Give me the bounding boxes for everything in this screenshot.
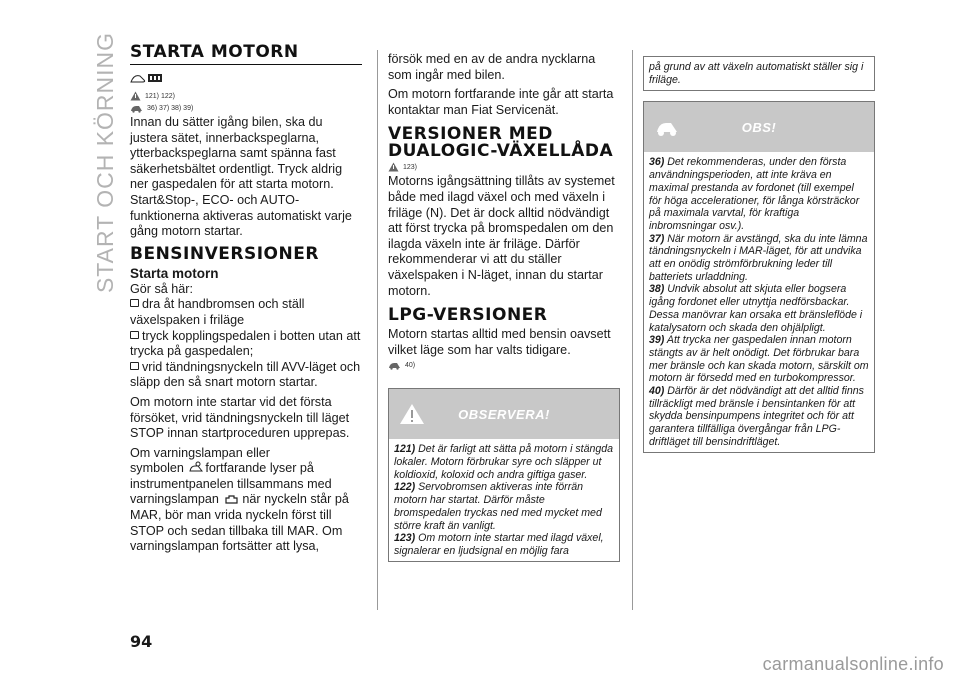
note-text: Det rekommenderas, under den första användningsperioden, att inte kräva en maximal prestanda av fordonet (till exempel för höga accelerationer, för långa körsträckor på maximala varvtal, för kraftiga inbromsningar osv.). bbox=[649, 156, 860, 232]
step-item bbox=[130, 360, 362, 391]
caution-refs bbox=[388, 360, 620, 370]
step-text: tryck kopplingspedalen i botten utan att trycka på gaspedalen; bbox=[130, 328, 361, 359]
step-item bbox=[130, 297, 362, 328]
step-item bbox=[130, 329, 362, 360]
warning-refs bbox=[130, 91, 362, 101]
column-3 bbox=[643, 56, 875, 453]
note-number: 36) bbox=[649, 156, 665, 169]
text-fragment: när nyckeln står på MAR, bör man vrida nyckeln först till STOP och sedan tillbaka till MAR. Om varningslampan fortsätter att lysa, bbox=[130, 492, 349, 554]
note-number: 38) bbox=[649, 283, 665, 296]
warning-box-body bbox=[389, 439, 619, 560]
car-caution-icon bbox=[130, 103, 143, 113]
text-fragment: fortfarande lyser på instrumentpanelen tillsammans med bbox=[130, 461, 332, 491]
warning-triangle-icon bbox=[388, 162, 399, 172]
paragraph-lpg: Motorn startas alltid med bensin oavsett vilket läge som har valts tidigare. bbox=[388, 327, 611, 357]
refs-text: 121) 122) bbox=[145, 92, 175, 100]
heading-line: VERSIONER MED bbox=[388, 124, 553, 145]
note-item bbox=[649, 233, 869, 284]
chapter-side-title-text: START OCH KÖRNING bbox=[92, 31, 119, 293]
note-text: Om motorn inte startar med ilagd växel, signalerar en ljudsignal en möjlig fara bbox=[394, 532, 604, 557]
note-text: Det är farligt att sätta på motorn i stängda lokaler. Motorn förbrukar syre och släpper ut koldioxid, koloxid och andra giftiga gaser. bbox=[394, 443, 614, 481]
paragraph-lamp-line2 bbox=[130, 461, 362, 492]
warning-refs bbox=[388, 162, 620, 172]
note-text: Undvik absolut att skjuta eller bogsera igång fordonet eller utnyttja nedförsbackar. Dessa manövrar kan orsaka ett bränsleflöde i katalysatorn och skada den ohjälpligt. bbox=[649, 283, 863, 334]
column-2 bbox=[388, 52, 620, 562]
note-item bbox=[394, 481, 614, 532]
paragraph-dualogic: Motorns igångsättning tillåts av systemet både med ilagd växel och med växeln i friläge (N). Det är dock alltid nödvändigt att först trycka på bromspedalen om den ilagda växeln inte är friläge. Därför rekommenderar vi att du ställer växelspaken i N-läget, innan du startar motorn. bbox=[388, 174, 615, 298]
note-item bbox=[649, 385, 869, 449]
refs-text: 36) 37) 38) 39) bbox=[147, 104, 194, 112]
chapter-side-title bbox=[86, 22, 126, 302]
refs-text: 123) bbox=[403, 163, 418, 171]
warning-box-title: OBSERVERA! bbox=[458, 406, 550, 422]
section-heading-dualogic bbox=[388, 126, 620, 160]
note-item bbox=[649, 283, 869, 334]
step-text: vrid tändningsnyckeln till AVV-läget och släpp den så snart motorn startar. bbox=[130, 359, 361, 390]
page-number: 94 bbox=[130, 632, 153, 651]
note-number: 37) bbox=[649, 232, 665, 245]
section-heading-lpg: LPG-VERSIONER bbox=[388, 305, 548, 326]
obs-box-title: OBS! bbox=[741, 119, 777, 135]
text-fragment: symbolen bbox=[130, 461, 184, 476]
warning-box-header bbox=[389, 389, 619, 439]
note-number: 123) bbox=[394, 532, 416, 545]
obs-box-header bbox=[644, 102, 874, 152]
step-text: dra åt handbromsen och ställ växelspaken i friläge bbox=[130, 297, 305, 327]
column-1 bbox=[130, 44, 362, 555]
note-text: Att trycka ner gaspedalen innan motorn stängts av är helt onödigt. Det förbrukar bara mer bränsle och kan skada motorn, särskilt om motorn är försedd med en turbokompressor. bbox=[649, 334, 869, 385]
continued-note-box bbox=[643, 56, 875, 91]
note-number: 40) bbox=[649, 385, 665, 398]
paragraph-lamp-line1: Om varningslampan eller bbox=[130, 445, 270, 460]
engine-warning-icon bbox=[224, 494, 240, 505]
checkbox-bullet-icon bbox=[130, 362, 139, 370]
section-heading-bensin: BENSINVERSIONER bbox=[130, 243, 319, 264]
warning-box bbox=[388, 388, 620, 561]
obs-box-body bbox=[644, 152, 874, 451]
caution-refs bbox=[130, 103, 362, 113]
note-number: 122) bbox=[394, 481, 416, 494]
car-caution-icon bbox=[388, 360, 401, 370]
note-number: 39) bbox=[649, 334, 665, 347]
column-divider bbox=[377, 50, 378, 610]
note-item bbox=[394, 532, 614, 557]
start-symbol-icon bbox=[130, 71, 362, 89]
subheading-starta-motorn: Starta motorn bbox=[130, 265, 219, 281]
note-number: 121) bbox=[394, 443, 416, 456]
note-item bbox=[394, 443, 614, 481]
immobilizer-car-key-icon bbox=[189, 461, 203, 474]
paragraph-lamp-line3 bbox=[130, 492, 362, 554]
column-divider bbox=[632, 50, 633, 610]
note-text: Servobromsen aktiveras inte förrän motorn har startat. Därför måste bromspedalen tryckas ned med mycket med större kraft än vanligt. bbox=[394, 481, 602, 532]
text-fragment: varningslampan bbox=[130, 492, 219, 507]
obs-box bbox=[643, 101, 875, 452]
paragraph-service: Om motorn fortfarande inte går att starta kontaktar man Fiat Servicenät. bbox=[388, 87, 614, 117]
heading-rule bbox=[130, 64, 362, 65]
note-item bbox=[649, 334, 869, 385]
warning-triangle-icon bbox=[130, 91, 141, 101]
checkbox-bullet-icon bbox=[130, 331, 139, 339]
watermark: carmanualsonline.info bbox=[762, 654, 944, 674]
checkbox-bullet-icon bbox=[130, 299, 139, 307]
section-heading-starta-motorn: STARTA MOTORN bbox=[130, 42, 299, 62]
note-text: Därför är det nödvändigt att det alltid finns tillräckligt med bränsle i bensintanken för att skydda bensinpumpens integritet och för att garantera tillfälliga övergångar från LPG-driftläget till bensindriftläget. bbox=[649, 385, 864, 448]
note-item bbox=[649, 156, 869, 232]
continued-paragraph: försök med en av de andra nycklarna som ingår med bilen. bbox=[388, 52, 596, 82]
heading-line: DUALOGIC-VÄXELLÅDA bbox=[388, 141, 614, 162]
continued-note-text: på grund av att växeln automatiskt ställer sig i friläge. bbox=[649, 61, 864, 86]
note-text: När motorn är avstängd, ska du inte lämna tändningsnyckeln i MAR-läget, för att undvika att en onödig strömförbrukning leder till batteriets urladdning. bbox=[649, 232, 868, 283]
paragraph-restart: Om motorn inte startar vid det första försöket, vrid tändningsnyckeln till läget STOP innan startproceduren upprepas. bbox=[130, 394, 350, 441]
intro-paragraph: Innan du sätter igång bilen, ska du justera sätet, innerbackspeglarna, ytterbackspeglarna samt spänna fast säkerhetsbältet ordentligt. Tryck aldrig ner gaspedalen för att starta motorn. Start&Stop-, ECO- och AUTO-funktionerna aktiveras automatiskt varje gång motorn startar. bbox=[130, 115, 352, 239]
instruction-lead: Gör så här: bbox=[130, 281, 193, 296]
refs-text: 40) bbox=[405, 361, 416, 369]
